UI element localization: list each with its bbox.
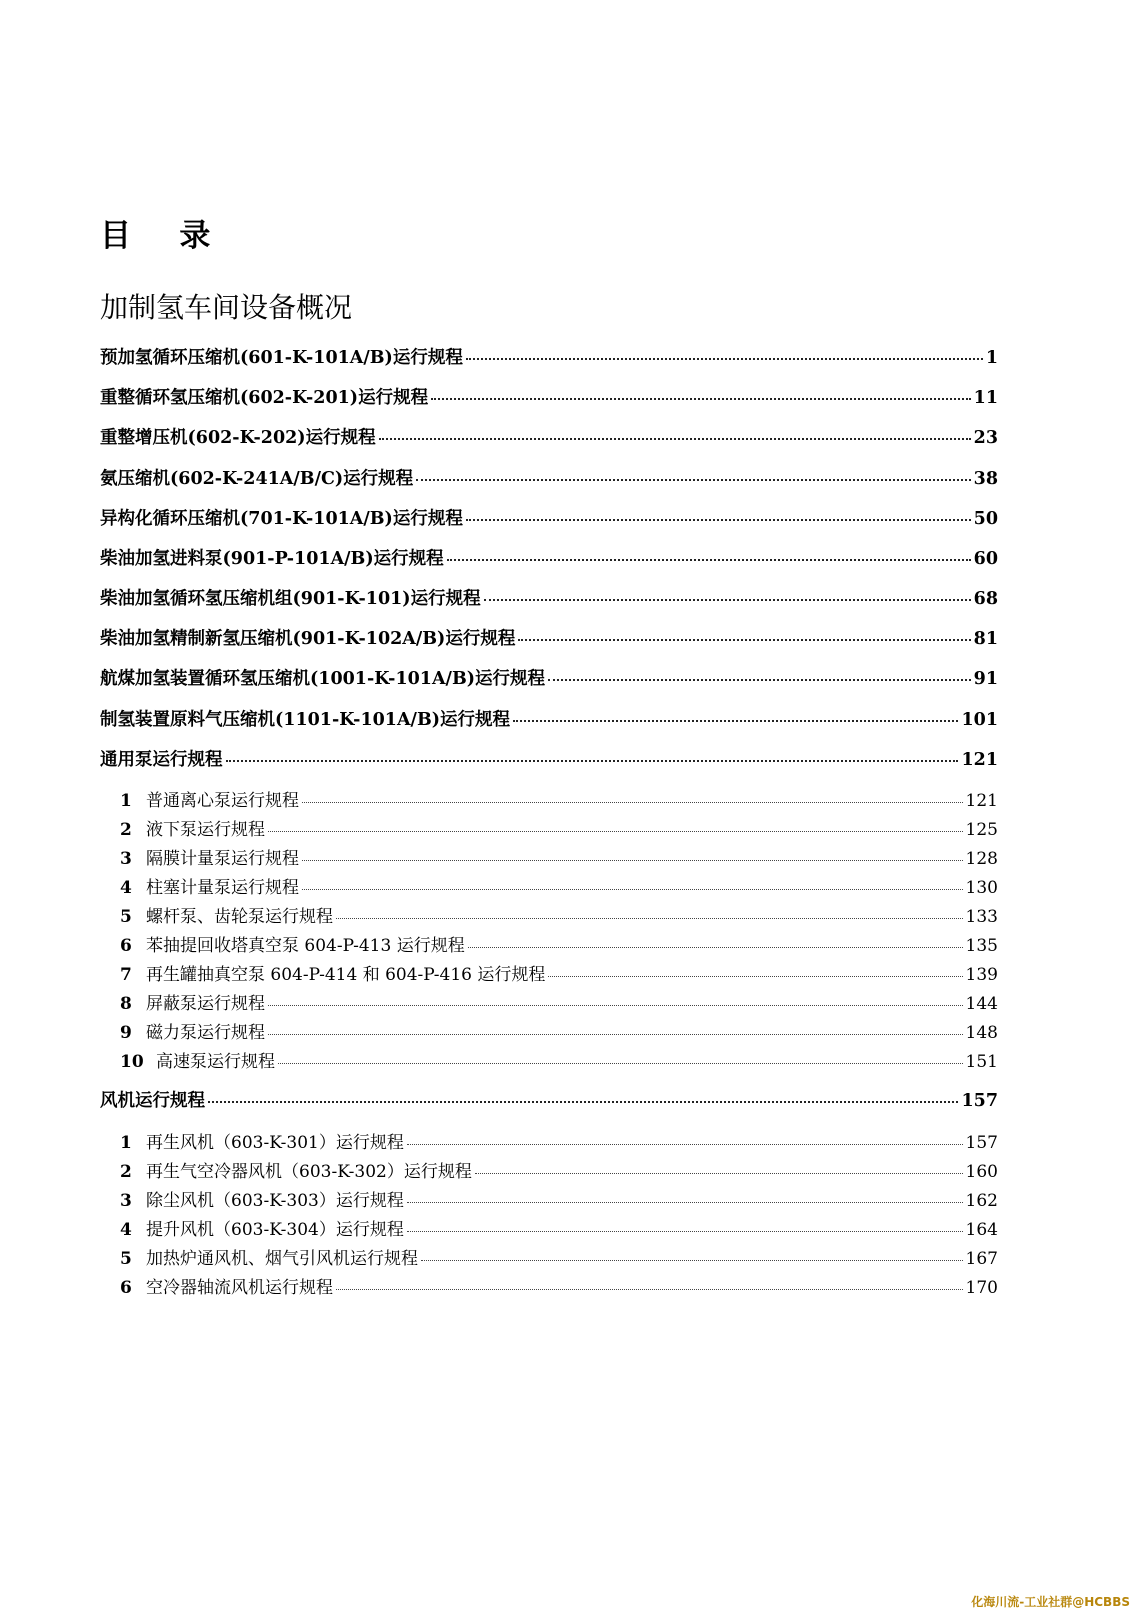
toc-subentry-page: 128 [965,849,998,869]
toc-entry-page: 11 [973,388,998,408]
toc-entry-text: 通用泵运行规程 [100,750,223,770]
leader-dots [466,358,983,360]
toc-subentry-page: 151 [965,1052,998,1072]
toc-entry-page: 1 [985,348,998,368]
toc-subentry-text: 加热炉通风机、烟气引风机运行规程 [146,1249,418,1269]
toc-subentry[interactable] [120,902,998,927]
toc-entry[interactable] [100,344,998,369]
toc-subentry-text: 高速泵运行规程 [156,1052,275,1072]
toc-entry-text: 柴油加氢进料泵(901-P-101A/B)运行规程 [100,549,444,569]
toc-subentry-text: 再生罐抽真空泵 604-P-414 和 604-P-416 运行规程 [146,965,546,985]
toc-entry-page: 38 [973,469,998,489]
toc-subentry-number: 6 [120,936,132,956]
toc-subentry-text: 磁力泵运行规程 [146,1023,265,1043]
leader-dots [336,918,963,919]
leader-dots [421,1260,963,1261]
toc-subentry-text: 屏蔽泵运行规程 [146,994,265,1014]
toc-subentry[interactable] [120,1128,998,1153]
toc-subentry-page: 164 [965,1220,998,1240]
toc-entry[interactable] [100,585,998,610]
leader-dots [379,438,971,440]
toc-entry-page: 157 [961,1091,998,1111]
toc-subentry[interactable] [120,960,998,985]
toc-subentry[interactable] [120,989,998,1014]
leader-dots [468,947,963,948]
toc-subentry-page: 135 [965,936,998,956]
toc-subentry[interactable] [120,1215,998,1240]
leader-dots [302,860,963,861]
leader-dots [268,1005,963,1006]
watermark: 化海川流-工业社群@HCBBS [971,1595,1130,1609]
toc-subentry-number: 4 [120,1220,132,1240]
toc-subentry-text: 液下泵运行规程 [146,820,265,840]
toc-subentry-page: 139 [965,965,998,985]
toc-subentry-page: 121 [965,791,998,811]
toc-subentry-page: 162 [965,1191,998,1211]
leader-dots [336,1289,963,1290]
leader-dots [302,802,963,803]
toc-subentry-number: 2 [120,1162,132,1182]
toc-entry-page: 91 [973,669,998,689]
toc-entry-page: 81 [973,629,998,649]
toc-subentry[interactable] [120,1018,998,1043]
toc-entry-text: 预加氢循环压缩机(601-K-101A/B)运行规程 [100,348,463,368]
leader-dots [431,398,971,400]
toc-subentry-page: 125 [965,820,998,840]
toc-subentry-text: 隔膜计量泵运行规程 [146,849,299,869]
toc-subentry-number: 5 [120,1249,132,1269]
toc-subentry-text: 螺杆泵、齿轮泵运行规程 [146,907,333,927]
toc-entry[interactable] [100,545,998,570]
leader-dots [466,519,971,521]
toc-subentry[interactable] [120,1244,998,1269]
section-title: 加制氢车间设备概况 [100,291,353,324]
toc-entry[interactable] [100,505,998,530]
toc-subentry-number: 10 [120,1052,144,1072]
toc-subentry-number: 3 [120,849,132,869]
toc-entry[interactable] [100,665,998,690]
leader-dots [513,720,958,722]
toc-subentry-number: 1 [120,1133,132,1153]
toc-subentry-text: 苯抽提回收塔真空泵 604-P-413 运行规程 [146,936,465,956]
toc-subentry-page: 170 [965,1278,998,1298]
toc-entry-text: 柴油加氢精制新氢压缩机(901-K-102A/B)运行规程 [100,629,516,649]
toc-entry-text: 重整增压机(602-K-202)运行规程 [100,428,376,448]
leader-dots [268,831,963,832]
toc-subentry-text: 空冷器轴流风机运行规程 [146,1278,333,1298]
leader-dots [475,1173,963,1174]
toc-subentry[interactable] [120,1047,998,1072]
toc-entry[interactable] [100,465,998,490]
toc-subentry-text: 柱塞计量泵运行规程 [146,878,299,898]
leader-dots [484,599,971,601]
toc-entry-text: 航煤加氢装置循环氢压缩机(1001-K-101A/B)运行规程 [100,669,546,689]
toc-subentry-page: 160 [965,1162,998,1182]
toc-subentry-text: 普通离心泵运行规程 [146,791,299,811]
toc-title: 目 录 [100,218,215,254]
toc-entry-text: 重整循环氢压缩机(602-K-201)运行规程 [100,388,429,408]
leader-dots [407,1202,963,1203]
leader-dots [226,760,959,762]
toc-entry-page: 68 [973,589,998,609]
toc-subentry-number: 5 [120,907,132,927]
toc-subentry[interactable] [120,786,998,811]
toc-subentry-page: 157 [965,1133,998,1153]
toc-subentry-text: 提升风机（603-K-304）运行规程 [146,1220,404,1240]
toc-subentry-number: 8 [120,994,132,1014]
toc-subentry-number: 3 [120,1191,132,1211]
leader-dots [208,1101,958,1103]
toc-subentry[interactable] [120,1157,998,1182]
toc-subentry[interactable] [120,873,998,898]
toc-entry-text: 氨压缩机(602-K-241A/B/C)运行规程 [100,469,414,489]
leader-dots [548,976,962,977]
toc-entry-page: 101 [961,710,998,730]
toc-entry-text: 异构化循环压缩机(701-K-101A/B)运行规程 [100,509,463,529]
leader-dots [518,639,970,641]
toc-entry-page: 60 [973,549,998,569]
toc-subentry-page: 167 [965,1249,998,1269]
toc-entry-fans[interactable] [100,1087,998,1112]
toc-subentry-text: 再生气空冷器风机（603-K-302）运行规程 [146,1162,472,1182]
toc-subentry-number: 1 [120,791,132,811]
toc-subentry-number: 7 [120,965,132,985]
toc-entry-pumps[interactable] [100,746,998,771]
toc-subentry[interactable] [120,931,998,956]
toc-subentry-number: 2 [120,820,132,840]
toc-subentry-number: 9 [120,1023,132,1043]
leader-dots [416,479,970,481]
toc-subentry-text: 再生风机（603-K-301）运行规程 [146,1133,404,1153]
toc-entry[interactable] [100,706,998,731]
toc-entry-page: 23 [973,428,998,448]
toc-entry[interactable] [100,384,998,409]
leader-dots [548,679,971,681]
toc-subentry-page: 144 [965,994,998,1014]
toc-subentry-page: 148 [965,1023,998,1043]
leader-dots [268,1034,963,1035]
leader-dots [447,559,971,561]
toc-entry-page: 121 [961,750,998,770]
toc-subentry-page: 133 [965,907,998,927]
toc-entry-text: 制氢装置原料气压缩机(1101-K-101A/B)运行规程 [100,710,511,730]
toc-subentry-page: 130 [965,878,998,898]
leader-dots [407,1144,963,1145]
toc-subentry[interactable] [120,815,998,840]
toc-entry-page: 50 [973,509,998,529]
leader-dots [407,1231,963,1232]
toc-subentry[interactable] [120,844,998,869]
toc-entry-text: 柴油加氢循环氢压缩机组(901-K-101)运行规程 [100,589,481,609]
toc-subentry-number: 6 [120,1278,132,1298]
toc-entry[interactable] [100,424,998,449]
toc-subentry[interactable] [120,1273,998,1298]
toc-subentry-text: 除尘风机（603-K-303）运行规程 [146,1191,404,1211]
toc-entry[interactable] [100,625,998,650]
toc-subentry-number: 4 [120,878,132,898]
leader-dots [278,1063,963,1064]
toc-entry-text: 风机运行规程 [100,1091,205,1111]
toc-subentry[interactable] [120,1186,998,1211]
leader-dots [302,889,963,890]
